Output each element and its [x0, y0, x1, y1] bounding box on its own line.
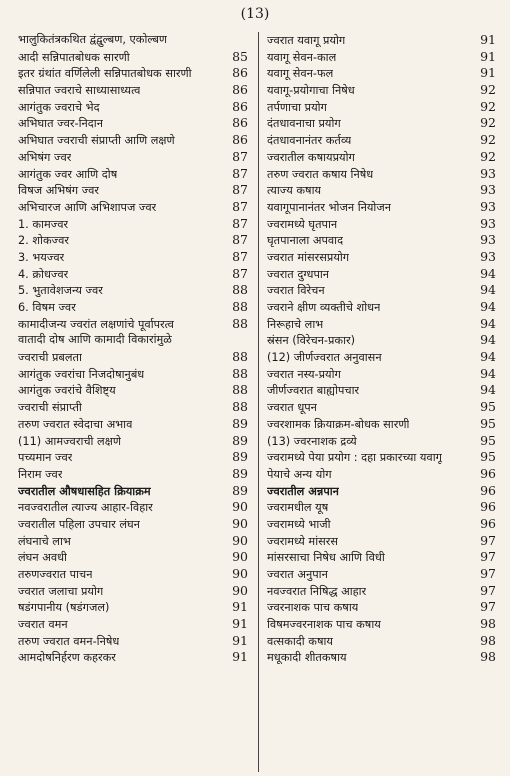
toc-entry	[259, 199, 500, 216]
toc-entry-page: 87	[232, 248, 248, 264]
toc-entry-page: 86	[232, 98, 248, 114]
toc-entry	[259, 216, 500, 233]
toc-entry-title: ज्वरात यवागू प्रयोग	[267, 34, 346, 47]
toc-entry-page: 90	[232, 549, 248, 565]
toc-entry-page: 88	[232, 399, 248, 415]
toc-entry-title: ज्वराची संप्राप्ती	[18, 401, 82, 415]
toc-entry-page: 88	[232, 299, 248, 314]
toc-entry-page: 87	[232, 148, 248, 164]
toc-entry-title: अभिषंग ज्वर	[18, 150, 72, 164]
toc-entry-page: 94	[480, 282, 496, 298]
toc-entry-title: (11) आमज्वराची लक्षणे	[18, 434, 121, 448]
toc-entry-title: स्रंसन (विरेचन-प्रकार)	[267, 334, 356, 348]
toc-entry-title: ज्वरशामक क्रियाक्रम-बोधक सारणी	[267, 417, 410, 431]
toc-entry-page: 92	[480, 98, 496, 114]
toc-entry-page: 89	[232, 449, 248, 465]
toc-entry-title: ज्वरातील औषधासहित क्रियाक्रम	[18, 484, 151, 498]
toc-entry-page: 88	[232, 315, 248, 331]
toc-entry	[259, 649, 500, 666]
toc-entry-page: 93	[480, 232, 496, 248]
toc-entry-title: नवज्वरातील त्याज्य आहार-विहार	[18, 501, 153, 515]
toc-entry	[12, 382, 258, 399]
toc-entry-page: 91	[232, 616, 248, 632]
toc-entry	[259, 132, 500, 149]
toc-entry-page: 96	[480, 515, 496, 531]
toc-entry-page: 96	[480, 465, 496, 481]
toc-entry-page: 88	[232, 365, 248, 381]
toc-entry	[12, 466, 258, 483]
toc-entry-page: 86	[232, 82, 248, 98]
toc-entry	[259, 115, 500, 132]
toc-entry	[12, 433, 258, 450]
toc-entry	[259, 583, 500, 600]
toc-entry-page: 96	[480, 482, 496, 498]
toc-entry-title: मधूकादी शीतकषाय	[267, 651, 347, 665]
toc-entry	[259, 533, 500, 550]
toc-entry-title: ज्वरात अनुपान	[267, 568, 328, 581]
toc-entry	[12, 399, 258, 416]
toc-entry	[259, 316, 500, 333]
toc-entry-page: 87	[232, 232, 248, 248]
toc-entry	[12, 149, 258, 166]
toc-entry	[12, 65, 258, 82]
toc-entry	[12, 599, 258, 616]
toc-entry-title: तरुण ज्वरात कषाय निषेध	[267, 167, 374, 181]
toc-entry	[259, 399, 500, 416]
toc-entry-title: ज्वराने क्षीण व्यक्तीचे शोधन	[267, 301, 381, 314]
toc-entry-page: 94	[480, 299, 496, 314]
toc-entry	[259, 516, 500, 533]
toc-entry-title: ज्वरात मांसरसप्रयोग	[267, 250, 350, 264]
toc-entry-title: 6. विषम ज्वर	[18, 301, 76, 314]
toc-entry-page: 92	[480, 82, 496, 98]
toc-entry	[259, 382, 500, 399]
toc-entry-page: 95	[480, 432, 496, 448]
toc-entry-title: पेयाचे अन्य योग	[267, 467, 332, 481]
toc-entry-page: 91	[480, 32, 496, 47]
toc-entry-page: 94	[480, 265, 496, 281]
toc-entry-page: 88	[232, 349, 248, 365]
toc-entry-page: 90	[232, 499, 248, 515]
toc-entry-title: नवज्वरात निषिद्ध आहार	[267, 584, 367, 598]
toc-entry-page: 92	[480, 148, 496, 164]
toc-entry-title: दंतधावनाचा प्रयोग	[267, 117, 341, 131]
toc-entry-page: 92	[480, 115, 496, 131]
toc-entry	[259, 633, 500, 650]
toc-left-column	[12, 32, 259, 772]
toc-entry-page: 91	[232, 649, 248, 665]
toc-entry-page: 87	[232, 215, 248, 231]
toc-entry-page: 98	[480, 616, 496, 632]
toc-entry-title: 2. शोकज्वर	[18, 234, 70, 248]
toc-entry-title: त्याज्य कषाय	[267, 184, 322, 198]
toc-entry-page: 93	[480, 215, 496, 231]
toc-entry	[259, 299, 500, 316]
toc-entry-title: वातादी दोष आणि कामादी विकारांमुळे	[18, 333, 172, 347]
toc-entry-title: निरूहाचे लाभ	[267, 317, 324, 331]
toc-entry-page: 97	[480, 566, 496, 581]
toc-entry-title: मांसरसाचा निषेध आणि विधी	[267, 551, 385, 565]
toc-entry	[259, 82, 500, 99]
toc-entry-title: ज्वरामध्ये पेया प्रयोग : दहा प्रकारच्या यवागू	[267, 451, 443, 465]
toc-entry-title: निराम ज्वर	[18, 467, 63, 481]
toc-entry-page: 90	[232, 515, 248, 531]
toc-entry-page: 91	[480, 48, 496, 64]
toc-entry-page: 87	[232, 198, 248, 214]
toc-entry	[259, 366, 500, 383]
toc-entry-title: यवागू-प्रयोगाचा निषेध	[267, 84, 355, 98]
toc-entry-title: आगंतुक ज्वरांचा निजदोषानुबंध	[18, 367, 145, 381]
toc-entry	[12, 566, 258, 583]
toc-entry	[12, 199, 258, 216]
toc-entry	[12, 349, 258, 366]
toc-entry-page: 94	[480, 382, 496, 398]
toc-entry	[12, 182, 258, 199]
toc-entry-page: 97	[480, 599, 496, 615]
toc-entry	[259, 466, 500, 483]
toc-entry-page: 88	[232, 382, 248, 398]
toc-entry-page: 97	[480, 549, 496, 565]
toc-entry	[12, 115, 258, 132]
toc-entry-page: 95	[480, 399, 496, 415]
toc-entry	[12, 99, 258, 116]
page-number: (13)	[240, 6, 270, 22]
toc-entry-page: 88	[232, 282, 248, 298]
toc-entry	[12, 533, 258, 550]
toc-entry	[259, 32, 500, 49]
toc-entry	[259, 483, 500, 500]
toc-entry-page: 97	[480, 532, 496, 548]
toc-entry-title: लंघन अवधी	[18, 551, 67, 565]
toc-entry-page: 86	[232, 115, 248, 131]
toc-entry	[12, 299, 258, 316]
toc-entry	[259, 616, 500, 633]
toc-entry-title: तर्पणाचा प्रयोग	[267, 100, 327, 114]
toc-entry-page: 94	[480, 332, 496, 348]
toc-entry-title: घृतपानाला अपवाद	[267, 234, 344, 248]
toc-entry-title: ज्वराची प्रबलता	[18, 351, 82, 365]
toc-entry	[259, 182, 500, 199]
toc-entry-page: 94	[480, 315, 496, 331]
toc-entry	[259, 266, 500, 283]
toc-entry-title: विषमज्वरनाशक पाच कषाय	[267, 618, 381, 632]
toc-entry-page: 87	[232, 182, 248, 198]
toc-entry-title: ज्वरामध्ये भाजी	[267, 517, 331, 531]
toc-entry-page: 95	[480, 449, 496, 465]
toc-entry-title: तरुण ज्वरात स्वेदाचा अभाव	[18, 417, 133, 431]
toc-entry-title: ज्वरात नस्य-प्रयोग	[267, 367, 341, 381]
toc-entry-title: तरुणज्वरात पाचन	[18, 568, 93, 581]
toc-entry-page: 91	[232, 599, 248, 615]
toc-entry-page: 95	[480, 415, 496, 431]
toc-entry-title: अभिघात ज्वराची संप्राप्ती आणि लक्षणे	[18, 134, 175, 148]
toc-entry-page: 93	[480, 182, 496, 198]
toc-entry-title: 4. क्रोधज्वर	[18, 267, 69, 281]
toc-entry-title: वत्सकादी कषाय	[267, 634, 333, 648]
toc-entry	[259, 149, 500, 166]
toc-entry	[12, 483, 258, 500]
toc-entry-title: 1. कामज्वर	[18, 217, 69, 231]
toc-entry-title: ज्वरात वमन	[18, 618, 68, 632]
toc-entry-title: लंघनाचे लाभ	[18, 534, 71, 548]
toc-entry	[12, 549, 258, 566]
toc-entry-title: यवागू सेवन-फल	[267, 67, 334, 81]
toc-entry-page: 87	[232, 165, 248, 181]
toc-entry	[12, 316, 258, 333]
table-of-contents	[12, 32, 500, 772]
toc-entry	[259, 232, 500, 249]
toc-entry	[12, 649, 258, 666]
toc-entry-page: 93	[480, 198, 496, 214]
toc-entry-title: ज्वरामधील यूष	[267, 501, 329, 515]
toc-entry-title: यवागू सेवन-काल	[267, 50, 337, 64]
toc-entry-page: 96	[480, 499, 496, 515]
toc-entry	[12, 232, 258, 249]
toc-entry-title: सन्निपात ज्वराचे साध्यासाध्यत्व	[18, 84, 141, 98]
toc-entry-title: (13) ज्वरनाशक द्रव्ये	[267, 434, 357, 448]
toc-entry-title: ज्वरनाशक पाच कषाय	[267, 601, 359, 615]
toc-entry-title: आगंतुक ज्वराचे भेद	[18, 100, 100, 114]
toc-entry	[259, 282, 500, 299]
toc-entry-title: आमदोषनिर्हरण कहरकर	[18, 651, 116, 665]
toc-entry	[259, 416, 500, 433]
toc-entry-title: दंतधावनानंतर कर्तव्य	[267, 134, 352, 148]
toc-entry	[12, 449, 258, 466]
toc-entry-page: 98	[480, 649, 496, 665]
toc-entry-title: षडंगपानीय (षडंगजल)	[18, 601, 110, 615]
toc-entry-title: कामादीजन्य ज्वरांत लक्षणांचे पूर्वापरत्व	[18, 317, 174, 331]
toc-entry	[259, 99, 500, 116]
toc-entry-title: 3. भयज्वर	[18, 250, 65, 264]
toc-entry	[12, 366, 258, 383]
toc-entry-title: ज्वरातील पहिला उपचार लंघन	[18, 517, 140, 531]
toc-entry-page: 90	[232, 532, 248, 548]
toc-entry-title: पच्यमान ज्वर	[18, 451, 73, 465]
toc-entry	[12, 416, 258, 433]
toc-entry	[259, 349, 500, 366]
toc-entry-title: ज्वरात विरेचन	[267, 284, 325, 298]
toc-entry-title: आगंतुक ज्वर आणि दोष	[18, 167, 118, 181]
toc-entry-page: 85	[232, 48, 248, 64]
toc-entry	[259, 549, 500, 566]
toc-entry	[259, 49, 500, 66]
toc-entry	[12, 583, 258, 600]
toc-entry-title: विषज अभिषंग ज्वर	[18, 184, 100, 198]
toc-entry	[12, 166, 258, 183]
toc-entry-page: 93	[480, 248, 496, 264]
toc-entry-page: 86	[232, 65, 248, 81]
toc-entry-title: अभिघात ज्वर-निदान	[18, 117, 103, 131]
toc-entry-page: 89	[232, 415, 248, 431]
toc-entry	[12, 216, 258, 233]
toc-entry	[259, 166, 500, 183]
toc-entry-page: 90	[232, 582, 248, 598]
toc-entry-page: 89	[232, 482, 248, 498]
toc-entry	[259, 599, 500, 616]
toc-entry	[12, 82, 258, 99]
toc-entry-page: 89	[232, 432, 248, 448]
toc-entry-page: 98	[480, 632, 496, 648]
toc-entry	[12, 332, 258, 349]
toc-entry-page: 94	[480, 365, 496, 381]
toc-entry-title: जीर्णज्वरात बाह्योपचार	[267, 384, 360, 398]
toc-right-column	[259, 32, 500, 772]
toc-entry-page: 94	[480, 349, 496, 365]
toc-entry-title: ज्वरामध्ये घृतपान	[267, 217, 338, 231]
toc-entry-title: तरुण ज्वरात वमन-निषेध	[18, 634, 120, 648]
toc-entry-title: इतर ग्रंथांत वर्णिलेली सन्निपातबोधक सारणी	[18, 67, 192, 81]
toc-entry-page: 97	[480, 582, 496, 598]
toc-entry-page: 91	[232, 632, 248, 648]
toc-entry-title: आगंतुक ज्वरांचे वैशिष्ट्य	[18, 384, 116, 398]
toc-entry-page: 91	[480, 65, 496, 81]
toc-entry-page: 89	[232, 465, 248, 481]
toc-entry-title: ज्वरात जलाचा प्रयोग	[18, 584, 104, 598]
toc-entry	[259, 566, 500, 583]
toc-entry-title: ज्वरामध्ये मांसरस	[267, 534, 339, 548]
toc-entry	[12, 499, 258, 516]
toc-entry-title: ज्वरातील कषायप्रयोग	[267, 150, 355, 164]
toc-entry-title: अभिचारज आणि अभिशापज ज्वर	[18, 200, 157, 214]
toc-entry	[259, 433, 500, 450]
toc-entry	[259, 249, 500, 266]
toc-entry-page: 87	[232, 265, 248, 281]
toc-entry	[12, 32, 258, 49]
toc-entry-page: 90	[232, 566, 248, 581]
toc-entry	[12, 49, 258, 66]
toc-entry-title: 5. भुतावेशजन्य ज्वर	[18, 284, 103, 298]
toc-entry	[12, 132, 258, 149]
toc-entry-title: ज्वरातील अन्नपान	[267, 484, 339, 498]
toc-entry	[12, 616, 258, 633]
toc-entry	[259, 332, 500, 349]
toc-entry	[12, 282, 258, 299]
toc-entry-page: 86	[232, 132, 248, 148]
toc-entry-page: 92	[480, 132, 496, 148]
toc-entry	[259, 449, 500, 466]
toc-entry-title: आदी सन्निपातबोधक सारणी	[18, 50, 130, 64]
toc-entry-title: (12) जीर्णज्वरात अनुवासन	[267, 351, 382, 365]
toc-entry-title: ज्वरात दुग्धपान	[267, 267, 330, 281]
toc-entry	[12, 633, 258, 650]
toc-entry	[12, 249, 258, 266]
toc-entry	[12, 266, 258, 283]
toc-entry-title: ज्वरात धूपन	[267, 401, 317, 415]
toc-entry-title: यवागूपानानंतर भोजन नियोजन	[267, 200, 392, 214]
toc-entry-title: भालुकितंत्रकथित द्वंद्वुल्बण, एकोल्बण	[18, 33, 168, 46]
toc-entry	[259, 65, 500, 82]
toc-entry-page: 93	[480, 165, 496, 181]
toc-entry	[259, 499, 500, 516]
toc-entry	[12, 516, 258, 533]
